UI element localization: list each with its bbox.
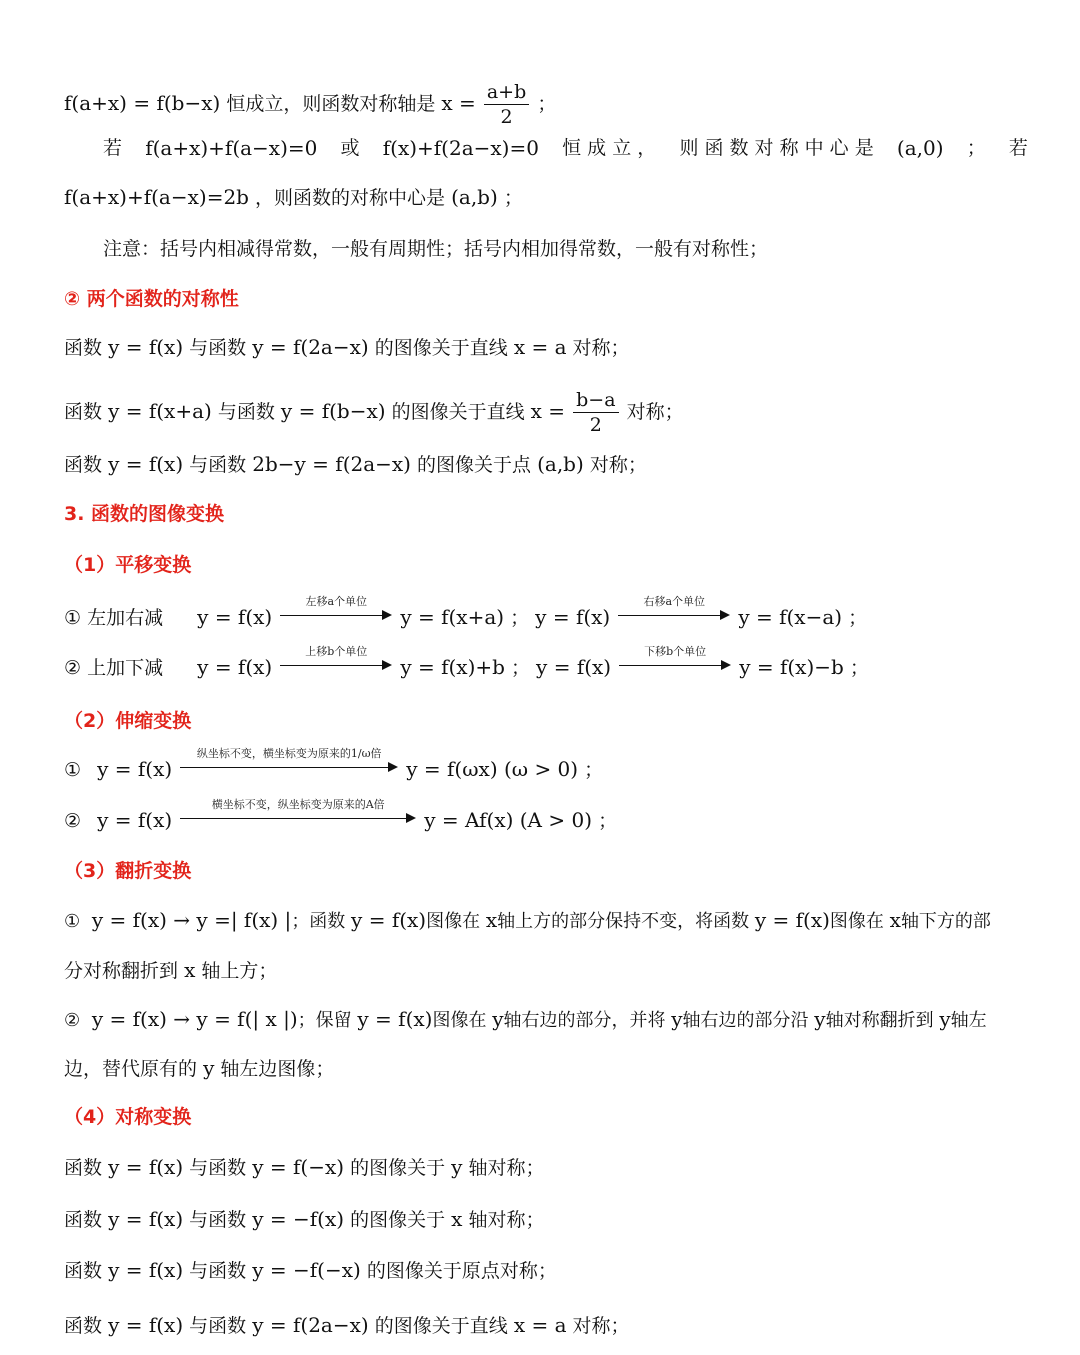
equation: y = f(x) — [108, 1155, 184, 1179]
text: ； — [503, 187, 523, 209]
text: 恒成立，则函数对称轴是 — [226, 93, 436, 115]
text: ； — [510, 607, 530, 629]
text: 与函数 — [189, 454, 247, 476]
text: 的图像关于 — [350, 1157, 446, 1179]
arrow — [280, 645, 392, 674]
rule-name: 左加右减 — [87, 607, 164, 629]
rule-line — [64, 1311, 1030, 1340]
fraction — [484, 80, 529, 129]
equation: y — [451, 1155, 463, 1179]
text: 与函数 — [189, 337, 247, 359]
item-number: ② — [64, 657, 82, 679]
text: 与函数 — [189, 1315, 247, 1337]
equation: y = f(x) — [536, 655, 612, 679]
equation: (a,0) — [896, 136, 944, 160]
equation: y — [492, 1007, 504, 1031]
equation: y = f(x)+b — [400, 655, 505, 679]
equation: x — [889, 908, 901, 932]
flip-rule-continued — [64, 1054, 1030, 1083]
text: 轴右边的部分沿 — [682, 1010, 809, 1031]
equation: x — [485, 908, 498, 932]
text: 图像在 — [432, 1010, 487, 1031]
equation: (a,b) — [451, 185, 498, 209]
text: 对称； — [626, 401, 684, 423]
text: ；函数 — [291, 911, 346, 932]
translation-rule — [64, 595, 1030, 632]
equation: x = — [441, 91, 476, 115]
center-of-symmetry-line-2 — [64, 183, 1030, 212]
arrow-label: 左移a个单位 — [305, 595, 368, 608]
text: 轴上方； — [201, 960, 278, 982]
equation: x = — [530, 399, 566, 423]
equation: x — [184, 958, 196, 982]
fraction — [573, 388, 618, 437]
center-of-symmetry-line — [103, 134, 1028, 162]
text: ； — [966, 137, 986, 159]
equation: y = f(x) — [197, 655, 273, 679]
text: 轴下方的部 — [900, 911, 991, 932]
text: 若 — [103, 137, 123, 159]
subsection-heading: （2）伸缩变换 — [64, 710, 192, 732]
flip-rule-continued — [64, 956, 1030, 985]
text: 对称； — [572, 337, 630, 359]
text: 边，替代原有的 — [64, 1058, 198, 1080]
item-number: ① — [64, 911, 81, 932]
rule-line — [64, 1205, 1030, 1234]
scaling-rule — [64, 747, 1030, 784]
text: 轴左边图像； — [220, 1058, 335, 1080]
equation: 2b−y = f(2a−x) — [252, 452, 411, 476]
text: 则 函 数 对 称 中 心 是 — [679, 137, 874, 159]
equation: y = f(x) — [97, 757, 173, 781]
text: 的图像关于直线 — [374, 337, 508, 359]
text: 或 — [340, 137, 360, 159]
text: 与函数 — [189, 1209, 247, 1231]
text: 与函数 — [217, 401, 275, 423]
text: 分对称翻折到 — [64, 960, 179, 982]
equation: x = a — [513, 1313, 567, 1337]
text: ，则函数的对称中心是 — [255, 187, 446, 209]
equation: x = a — [513, 335, 567, 359]
text: 的图像关于直线 — [374, 1315, 508, 1337]
text: 函数 — [64, 337, 103, 359]
section-heading: ② 两个函数的对称性 — [64, 288, 239, 310]
equation: y = f(−x) — [252, 1155, 345, 1179]
text: 函数 — [64, 1260, 103, 1282]
equation: y = f(ωx) (ω > 0) — [406, 757, 579, 781]
equation: y — [203, 1056, 215, 1080]
arrow — [619, 645, 731, 674]
denominator: 2 — [500, 106, 513, 128]
item-number: ① — [64, 759, 82, 781]
arrow-label: 横坐标不变，纵坐标变为原来的A倍 — [211, 798, 385, 811]
equation: y = f(x) — [108, 1207, 184, 1231]
text: 对称； — [589, 454, 647, 476]
numerator: a+b — [484, 80, 529, 105]
equation: f(a+x)+f(a−x)=0 — [145, 136, 318, 160]
equation: y = f(x) — [351, 908, 427, 932]
flip-rule — [64, 1005, 1030, 1035]
denominator: 2 — [589, 414, 602, 436]
equation: y = f(x) — [97, 808, 173, 832]
equation: (a,b) — [537, 452, 584, 476]
text: 函数 — [64, 1209, 103, 1231]
equation: y — [671, 1007, 683, 1031]
equation: y = f(x+a) — [108, 399, 212, 423]
text: ； — [537, 93, 557, 115]
text: 函数 — [64, 1315, 103, 1337]
equation: y = f(x) — [108, 335, 184, 359]
subsection-heading: （3）翻折变换 — [64, 860, 192, 882]
equation: y = f(x) — [357, 1007, 433, 1031]
equation: y = f(x−a) — [738, 605, 843, 629]
item-number: ② — [64, 1010, 81, 1031]
section-heading: 3. 函数的图像变换 — [64, 503, 225, 525]
equation: x — [451, 1207, 463, 1231]
arrow — [280, 595, 392, 624]
text: 的图像关于点 — [417, 454, 532, 476]
arrow — [618, 595, 730, 624]
scaling-rule — [64, 798, 1030, 835]
equation: y — [814, 1007, 826, 1031]
equation: y = f(x+a) — [400, 605, 505, 629]
text: 图像在 — [829, 911, 884, 932]
translation-rule — [64, 645, 1030, 682]
text: 的图像关于直线 — [391, 401, 525, 423]
text: 若 — [1008, 137, 1028, 159]
text: ； — [510, 657, 530, 679]
equation: y = −f(x) — [252, 1207, 345, 1231]
arrow-label: 上移b个单位 — [305, 645, 368, 658]
equation: f(a+x)+f(a−x)=2b — [64, 185, 249, 209]
equation: y = f(x) — [197, 605, 273, 629]
equation: y = f(x) — [754, 908, 830, 932]
text: ； — [584, 759, 604, 781]
text: 函数 — [64, 1157, 103, 1179]
text: ； — [848, 607, 868, 629]
arrow-label: 右移a个单位 — [643, 595, 706, 608]
equation: y = −f(−x) — [252, 1258, 361, 1282]
arrow-label: 下移b个单位 — [644, 645, 707, 658]
arrow — [180, 798, 416, 827]
rule-line — [64, 333, 1030, 362]
text: 恒 成 立 ， — [562, 137, 657, 159]
item-number: ② — [64, 810, 82, 832]
rule-line — [64, 1153, 1030, 1182]
rule-name: 上加下减 — [87, 657, 164, 679]
equation: y = f(2a−x) — [252, 1313, 369, 1337]
text: 图像在 — [426, 911, 481, 932]
equation: y = f(x) → y = f(| x |) — [91, 1007, 298, 1031]
equation: y = f(x)−b — [739, 655, 844, 679]
equation: y = f(x) → y =| f(x) | — [91, 908, 292, 932]
text: 函数 — [64, 401, 103, 423]
rule-line — [64, 388, 1030, 437]
text: 的图像关于原点对称； — [366, 1260, 557, 1282]
equation: y = Af(x) (A > 0) — [424, 808, 593, 832]
text: 函数 — [64, 454, 103, 476]
axis-of-symmetry-line — [64, 80, 1030, 129]
item-number: ① — [64, 607, 82, 629]
text: ；保留 — [297, 1010, 352, 1031]
text: 轴上方的部分保持不变，将函数 — [497, 911, 750, 932]
equation: y = f(x) — [108, 1258, 184, 1282]
numerator: b−a — [573, 388, 618, 413]
text: 对称； — [572, 1315, 630, 1337]
text: 轴对称； — [468, 1209, 545, 1231]
equation: y = f(2a−x) — [252, 335, 369, 359]
note-text: 注意：括号内相减得常数，一般有周期性；括号内相加得常数，一般有对称性； — [103, 238, 769, 260]
arrow — [180, 747, 398, 776]
text: 轴对称翻折到 — [825, 1010, 934, 1031]
rule-line — [64, 1256, 1030, 1285]
equation: y = f(x) — [108, 1313, 184, 1337]
equation: y = f(b−x) — [280, 399, 386, 423]
subsection-heading: （1）平移变换 — [64, 554, 192, 576]
flip-rule — [64, 906, 1030, 936]
equation: y = f(x) — [108, 452, 184, 476]
text: 轴对称； — [468, 1157, 545, 1179]
text: 轴左 — [950, 1010, 987, 1031]
text: ； — [849, 657, 869, 679]
arrow-label: 纵坐标不变，横坐标变为原来的1/ω倍 — [196, 747, 382, 760]
text: 轴右边的部分，并将 — [503, 1010, 666, 1031]
subsection-heading: （4）对称变换 — [64, 1106, 192, 1128]
text: 与函数 — [189, 1157, 247, 1179]
text: 与函数 — [189, 1260, 247, 1282]
equation: f(x)+f(2a−x)=0 — [382, 136, 539, 160]
rule-line — [64, 450, 1030, 479]
text: 的图像关于 — [350, 1209, 446, 1231]
equation: y — [939, 1007, 951, 1031]
equation: f(a+x) = f(b−x) — [64, 91, 221, 115]
equation: y = f(x) — [535, 605, 611, 629]
text: ； — [598, 810, 618, 832]
